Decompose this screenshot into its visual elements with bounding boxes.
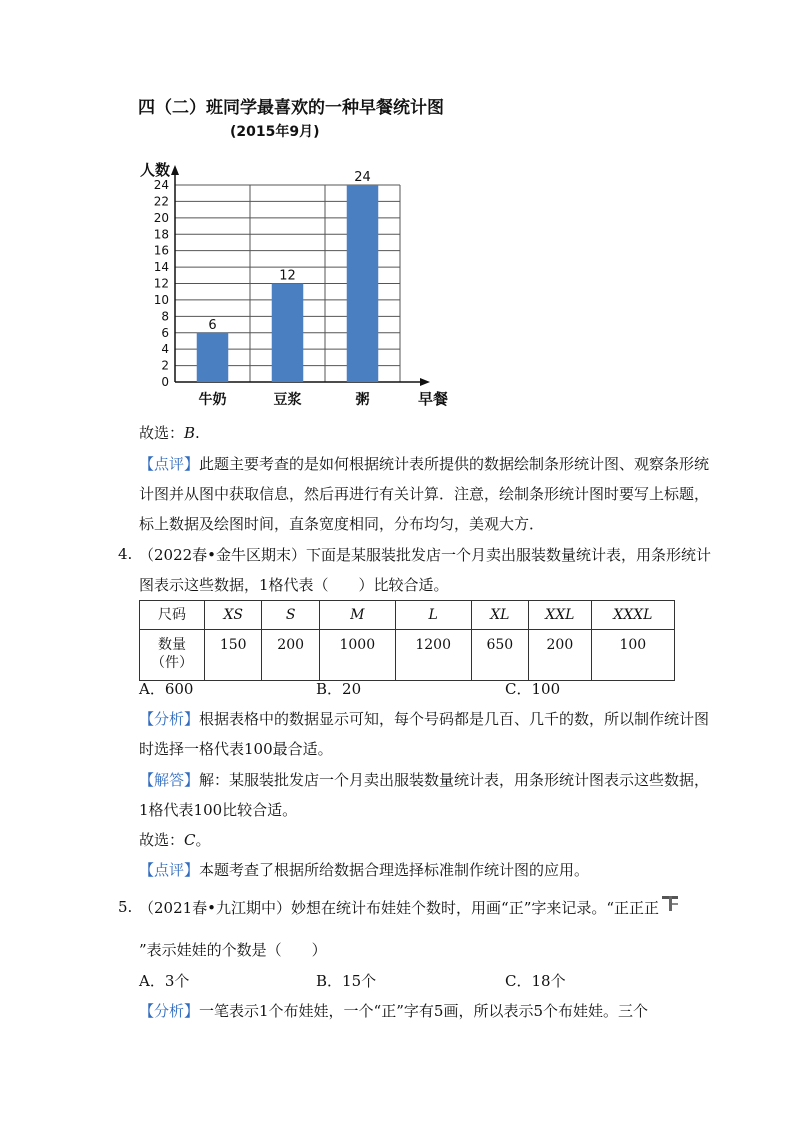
data-label: 24	[354, 170, 371, 185]
bar	[347, 185, 379, 382]
table-cell: 200	[529, 630, 592, 681]
table-cell: L	[395, 601, 471, 630]
table-cell: M	[319, 601, 395, 630]
analysis-text: 根据表格中的数据显示可知，每个号码都是几百、几千的数，所以制作统计图	[199, 710, 710, 728]
table-cell: 1000	[319, 630, 395, 681]
size-quantity-table	[139, 600, 675, 681]
table-cell: 100	[591, 630, 674, 681]
x-axis-label: 早餐	[418, 390, 449, 408]
q3-answer	[139, 423, 200, 443]
table-cell: XL	[471, 601, 528, 630]
answer-label: 故选：	[139, 424, 185, 442]
y-tick-label: 22	[153, 194, 169, 209]
y-tick-label: 14	[153, 260, 169, 275]
y-tick-label: 4	[161, 342, 169, 357]
q4-solution-line-1	[139, 770, 709, 790]
table-cell: XXXL	[591, 601, 674, 630]
x-tick-label: 豆浆	[273, 392, 302, 408]
analysis-tag: 【分析】	[139, 710, 200, 728]
answer-end: .	[195, 424, 200, 442]
q4-solution-line-2: 1格代表100比较合适。	[139, 801, 298, 819]
q4-option-b: B．20	[316, 680, 362, 698]
y-tick-label: 8	[161, 309, 169, 324]
comment-text: 本题考查了根据所给数据合理选择标准制作统计图的应用。	[199, 861, 590, 879]
table-header-cell	[140, 630, 205, 681]
y-tick-label: 12	[153, 276, 169, 291]
tally-mark-image	[660, 893, 680, 913]
q5-analysis	[139, 1001, 648, 1021]
q5-option-c: C．18个	[505, 972, 566, 990]
q5-number: 5.	[118, 898, 133, 916]
bar-chart	[130, 155, 450, 415]
answer-label: 故选：	[139, 831, 185, 849]
qty-unit: （件）	[151, 655, 193, 671]
x-axis-arrow	[420, 378, 430, 386]
q3-comment-line-2: 计图并从图中获取信息，然后再进行有关计算．注意，绘制条形统计图时要写上标题，	[139, 485, 710, 503]
data-label: 12	[279, 268, 296, 284]
answer-letter: B	[184, 424, 196, 442]
q4-analysis-line-1	[139, 709, 709, 729]
table-cell: 200	[262, 630, 319, 681]
table-cell: XXL	[529, 601, 592, 630]
y-tick-label: 20	[153, 210, 169, 225]
solution-text: 解：某服装批发店一个月卖出服装数量统计表，用条形统计图表示这些数据，	[199, 771, 710, 789]
analysis-tag: 【分析】	[139, 1002, 200, 1020]
q4-answer	[139, 830, 211, 850]
x-tick-label: 粥	[355, 392, 370, 408]
y-tick-label: 24	[153, 178, 169, 192]
y-tick-label: 6	[161, 325, 169, 340]
y-axis-label: 人数	[140, 161, 171, 179]
answer-end: 。	[195, 831, 211, 849]
table-header-cell: 尺码	[140, 601, 205, 630]
table-cell: 150	[205, 630, 262, 681]
comment-text: 此题主要考查的是如何根据统计表所提供的数据绘制条形统计图、观察条形统	[199, 455, 710, 473]
q3-comment-line-1	[139, 454, 709, 474]
table-row	[140, 601, 675, 630]
q4-option-c: C．100	[505, 680, 561, 698]
comment-tag: 【点评】	[139, 861, 200, 879]
y-tick-label: 18	[153, 227, 169, 242]
table-row	[140, 630, 675, 681]
data-label: 6	[208, 317, 217, 333]
y-tick-label: 16	[153, 243, 169, 258]
table-cell: 650	[471, 630, 528, 681]
q5-option-b: B．15个	[316, 972, 377, 990]
q5-option-a: A．3个	[139, 972, 190, 990]
q4-option-a: A．600	[139, 680, 194, 698]
q4-analysis-line-2: 时选择一格代表100最合适。	[139, 740, 333, 758]
q4-comment	[139, 860, 589, 880]
chart-subtitle: (2015年9月)	[230, 124, 320, 140]
chart-figure	[130, 85, 450, 415]
comment-tag: 【点评】	[139, 455, 200, 473]
y-tick-label: 0	[161, 375, 169, 389]
table-cell: S	[262, 601, 319, 630]
x-tick-label: 牛奶	[198, 392, 227, 408]
q4-number: 4.	[118, 545, 133, 563]
analysis-text: 一笔表示1个布娃娃，一个“正”字有5画，所以表示5个布娃娃。三个	[199, 1002, 648, 1020]
qty-label: 数量	[158, 637, 186, 653]
q5-stem-line-1: （2021春•九江期中）妙想在统计布娃娃个数时，用画“正”字来记录。“正正正	[139, 899, 660, 917]
y-tick-label: 2	[161, 358, 169, 373]
bar	[272, 284, 304, 383]
solution-tag: 【解答】	[139, 771, 200, 789]
chart-title: 四（二）班同学最喜欢的一种早餐统计图	[138, 98, 444, 118]
y-tick-label: 10	[153, 292, 169, 307]
q4-stem-line-1: （2022春•金牛区期末）下面是某服装批发店一个月卖出服装数量统计表，用条形统计	[139, 546, 712, 564]
y-axis-arrow	[171, 165, 179, 175]
bar	[197, 333, 229, 382]
q3-comment-line-3: 标上数据及绘图时间，直条宽度相同，分布均匀，美观大方．	[139, 515, 545, 533]
q5-stem-line-2: ”表示娃娃的个数是（ ）	[139, 941, 327, 959]
table-cell: XS	[205, 601, 262, 630]
answer-letter: C	[184, 831, 196, 849]
table-cell: 1200	[395, 630, 471, 681]
q4-stem-line-2: 图表示这些数据，1格代表（ ）比较合适。	[139, 576, 449, 594]
